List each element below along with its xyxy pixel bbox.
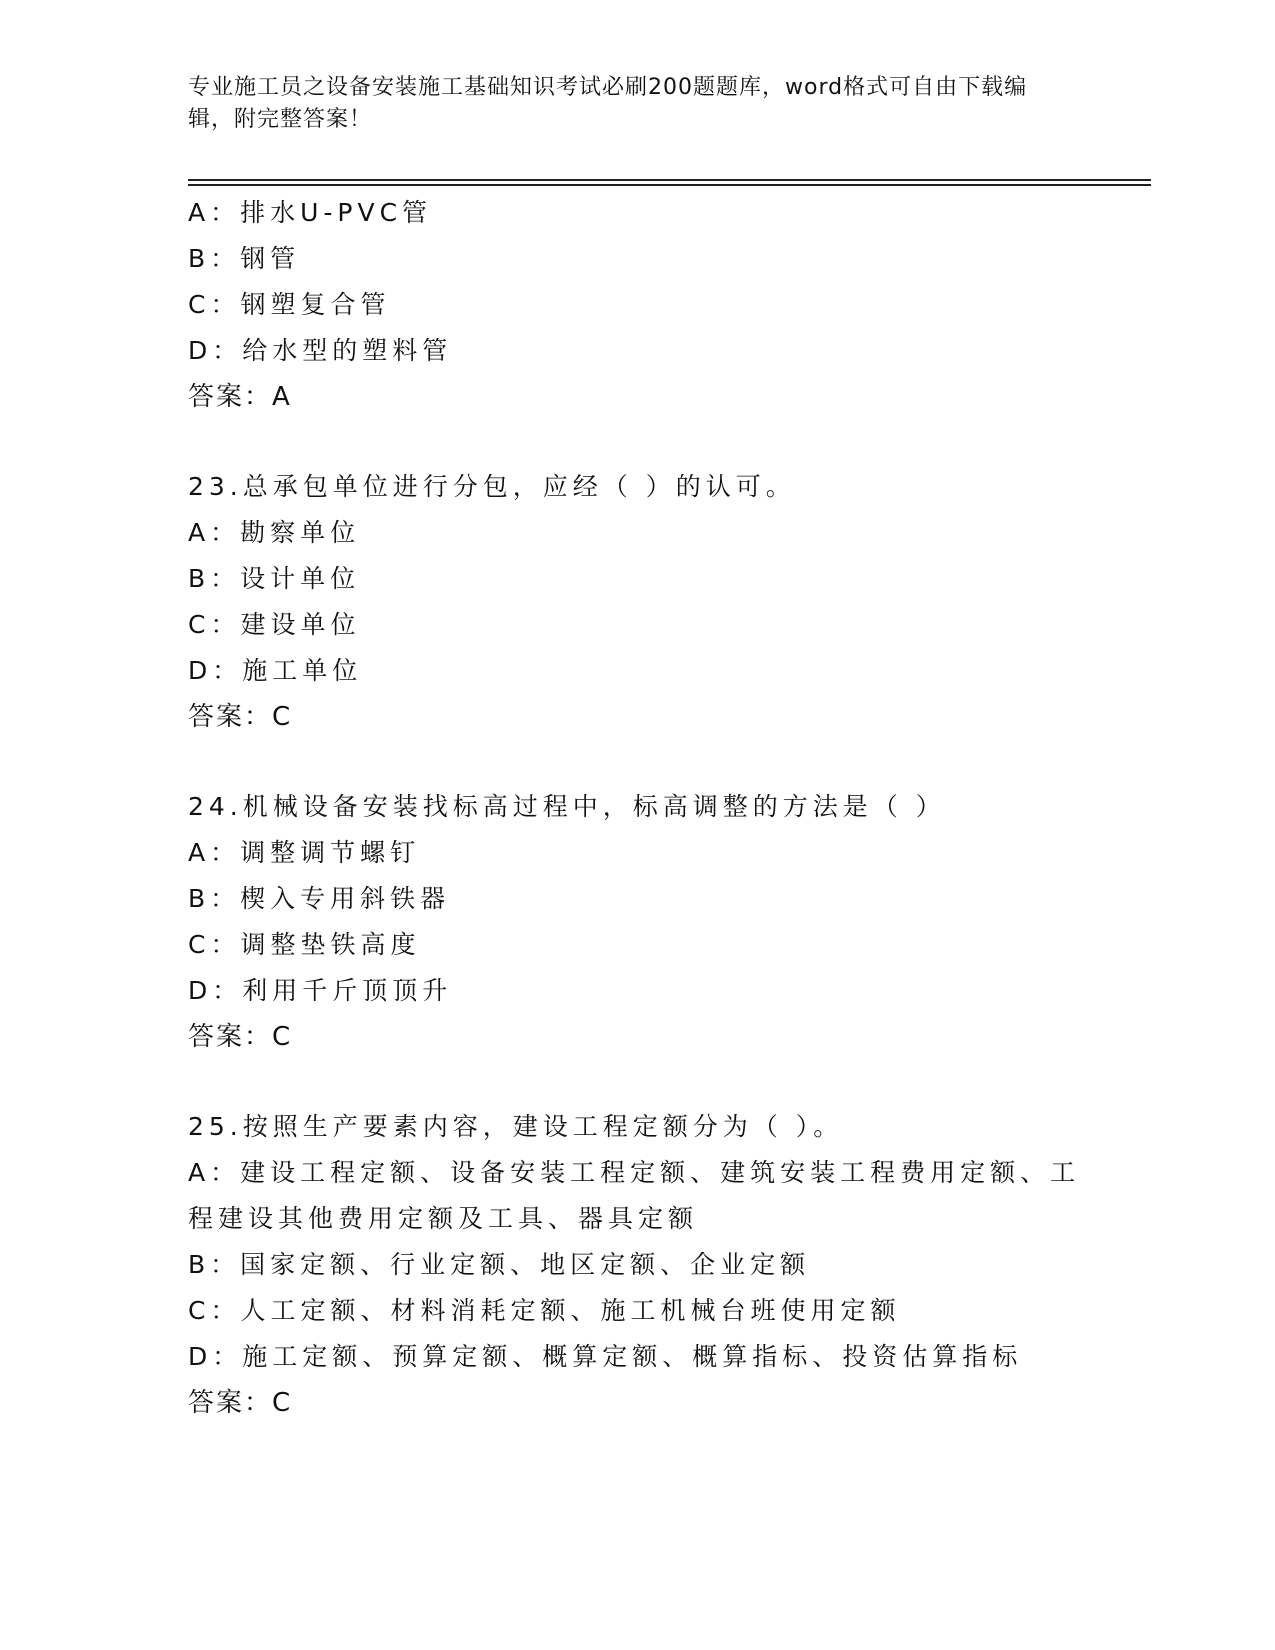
option-c: C：钢塑复合管 bbox=[188, 290, 391, 319]
document-header bbox=[188, 72, 1068, 136]
question-list bbox=[188, 190, 1088, 1426]
option-a: A：排水U-PVC管 bbox=[188, 198, 433, 227]
option-a: A：建设工程定额、设备安装工程定额、建筑安装工程费用定额、工程建设其他费用定额及工具、器具定额 bbox=[188, 1158, 1081, 1233]
answer: 答案：C bbox=[188, 1388, 293, 1418]
question-block bbox=[188, 464, 1088, 740]
option-b: B：国家定额、行业定额、地区定额、企业定额 bbox=[188, 1250, 811, 1279]
header-divider-bottom bbox=[188, 184, 1151, 186]
option-c: C：人工定额、材料消耗定额、施工机械台班使用定额 bbox=[188, 1296, 901, 1325]
option-d: D：给水型的塑料管 bbox=[188, 336, 453, 365]
header-divider-top bbox=[188, 179, 1151, 181]
question-block bbox=[188, 190, 1088, 420]
option-b: B：钢管 bbox=[188, 244, 301, 273]
question-block bbox=[188, 1104, 1088, 1426]
option-a: A：勘察单位 bbox=[188, 518, 361, 547]
answer: 答案：C bbox=[188, 702, 293, 732]
option-d: D：施工单位 bbox=[188, 656, 363, 685]
option-c: C：调整垫铁高度 bbox=[188, 930, 421, 959]
answer: 答案：A bbox=[188, 382, 292, 412]
option-d: D：利用千斤顶顶升 bbox=[188, 976, 453, 1005]
spacer bbox=[188, 740, 1088, 784]
option-a: A：调整调节螺钉 bbox=[188, 838, 421, 867]
header-title: 专业施工员之设备安装施工基础知识考试必刷200题题库，word格式可自由下载编辑，附完整答案！ bbox=[188, 75, 1028, 132]
option-b: B：楔入专用斜铁器 bbox=[188, 884, 451, 913]
spacer bbox=[188, 420, 1088, 464]
question-stem: 25.按照生产要素内容，建设工程定额分为（ ）。 bbox=[188, 1112, 844, 1141]
question-stem: 23.总承包单位进行分包，应经（ ）的认可。 bbox=[188, 472, 796, 501]
answer: 答案：C bbox=[188, 1022, 293, 1052]
question-block bbox=[188, 784, 1088, 1060]
option-c: C：建设单位 bbox=[188, 610, 361, 639]
option-b: B：设计单位 bbox=[188, 564, 361, 593]
spacer bbox=[188, 1060, 1088, 1104]
option-d: D：施工定额、预算定额、概算定额、概算指标、投资估算指标 bbox=[188, 1342, 1023, 1371]
question-stem: 24.机械设备安装找标高过程中，标高调整的方法是（ ） bbox=[188, 792, 946, 821]
